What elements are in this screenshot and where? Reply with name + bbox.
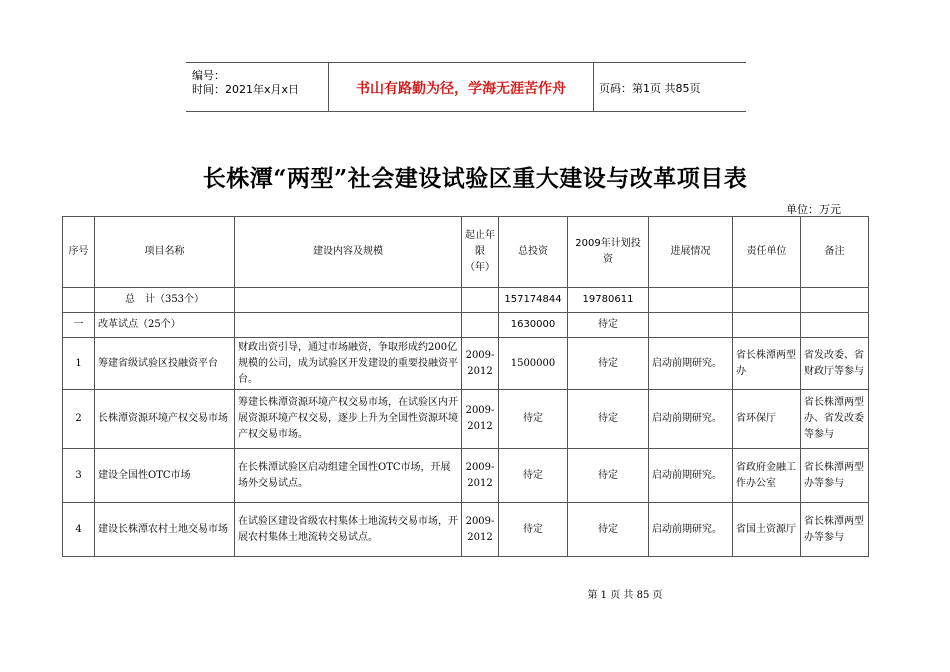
table-cell [649, 313, 733, 338]
project-content: 财政出资引导，通过市场融资，争取形成约200亿规模的公司，成为试验区开发建设的重要投融资平台。 [235, 338, 462, 390]
plan-investment: 待定 [568, 503, 649, 557]
table-cell [63, 288, 95, 313]
column-header: 起止年限（年） [462, 217, 499, 288]
section-number: 一 [63, 313, 95, 338]
column-header: 备注 [801, 217, 869, 288]
total-label: 总 计（353个） [95, 288, 235, 313]
table-cell [462, 313, 499, 338]
total-investment: 待定 [499, 449, 568, 503]
document-time-label: 时间：2021年x月x日 [192, 83, 300, 96]
row-number: 2 [63, 390, 95, 449]
header-divider [593, 62, 594, 111]
document-code-label: 编号： [192, 69, 225, 82]
document-title: 长株潭“两型”社会建设试验区重大建设与改革项目表 [202, 165, 748, 192]
progress-status: 启动前期研究。 [649, 338, 733, 390]
responsible-unit: 省政府金融工作办公室 [733, 449, 801, 503]
total-investment: 157174844 [499, 288, 568, 313]
total-row [63, 288, 869, 313]
responsible-unit: 省环保厅 [733, 390, 801, 449]
project-name: 长株潭资源环境产权交易市场 [95, 390, 235, 449]
project-years: 2009-2012 [462, 338, 499, 390]
project-years: 2009-2012 [462, 503, 499, 557]
project-years: 2009-2012 [462, 449, 499, 503]
table-row [63, 503, 869, 557]
plan-investment: 待定 [568, 338, 649, 390]
row-number: 4 [63, 503, 95, 557]
table-cell [733, 288, 801, 313]
plan-investment: 19780611 [568, 288, 649, 313]
column-header: 建设内容及规模 [235, 217, 462, 288]
section-row [63, 313, 869, 338]
column-header: 进展情况 [649, 217, 733, 288]
table-cell [733, 313, 801, 338]
table-cell [235, 288, 462, 313]
unit-label: 单位：万元 [786, 203, 841, 216]
page-indicator: 页码：第1页 共85页 [599, 82, 701, 95]
table-cell [649, 288, 733, 313]
project-years: 2009-2012 [462, 390, 499, 449]
project-content: 在试验区建设省级农村集体土地流转交易市场，开展农村集体土地流转交易试点。 [235, 503, 462, 557]
table-row [63, 449, 869, 503]
header-motto: 书山有路勤为径，学海无涯苦作舟 [356, 81, 566, 97]
column-header: 序号 [63, 217, 95, 288]
total-investment: 待定 [499, 390, 568, 449]
header-divider [328, 62, 329, 111]
project-name: 建设全国性OTC市场 [95, 449, 235, 503]
project-name: 筹建省级试验区投融资平台 [95, 338, 235, 390]
page-footer: 第 1 页 共 85 页 [587, 590, 663, 601]
total-investment: 1500000 [499, 338, 568, 390]
row-number: 3 [63, 449, 95, 503]
progress-status: 启动前期研究。 [649, 390, 733, 449]
document-header [186, 62, 746, 112]
remark: 省发改委、省财政厅等参与 [801, 338, 869, 390]
plan-investment: 待定 [568, 449, 649, 503]
table-cell [235, 313, 462, 338]
table-cell [462, 288, 499, 313]
table-cell [801, 313, 869, 338]
column-header: 2009年计划投资 [568, 217, 649, 288]
total-investment: 1630000 [499, 313, 568, 338]
responsible-unit: 省国土资源厅 [733, 503, 801, 557]
remark: 省长株潭两型办等参与 [801, 449, 869, 503]
table-row [63, 338, 869, 390]
header-bottom-rule [186, 111, 746, 112]
header-top-rule [186, 62, 746, 63]
column-header: 责任单位 [733, 217, 801, 288]
row-number: 1 [63, 338, 95, 390]
column-header: 总投资 [499, 217, 568, 288]
project-name: 建设长株潭农村土地交易市场 [95, 503, 235, 557]
remark: 省长株潭两型办等参与 [801, 503, 869, 557]
plan-investment: 待定 [568, 313, 649, 338]
progress-status: 启动前期研究。 [649, 449, 733, 503]
table-row [63, 390, 869, 449]
plan-investment: 待定 [568, 390, 649, 449]
table-cell [801, 288, 869, 313]
responsible-unit: 省长株潭两型办 [733, 338, 801, 390]
table-header-row [63, 217, 869, 288]
project-content: 在长株潭试验区启动组建全国性OTC市场，开展场外交易试点。 [235, 449, 462, 503]
section-name: 改革试点（25个） [95, 313, 235, 338]
total-investment: 待定 [499, 503, 568, 557]
project-content: 筹建长株潭资源环境产权交易市场，在试验区内开展资源环境产权交易，逐步上升为全国性资源环境产权交易市场。 [235, 390, 462, 449]
project-table [62, 216, 869, 557]
column-header: 项目名称 [95, 217, 235, 288]
remark: 省长株潭两型办、省发改委等参与 [801, 390, 869, 449]
progress-status: 启动前期研究。 [649, 503, 733, 557]
